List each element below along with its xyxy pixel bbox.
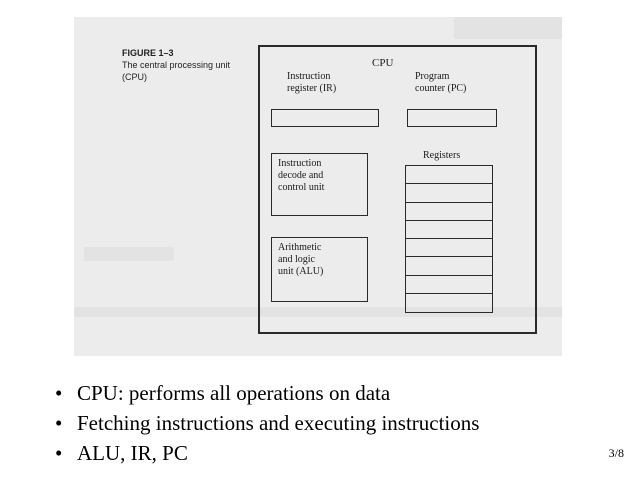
bullet-item xyxy=(55,378,479,408)
registers-label: Registers xyxy=(423,150,461,161)
register-row xyxy=(406,257,492,275)
register-row xyxy=(406,294,492,312)
program-counter-box xyxy=(407,109,497,127)
register-row xyxy=(406,203,492,221)
bullet-icon: • xyxy=(55,381,63,405)
decode-control-unit-label: Instruction decode and control unit xyxy=(278,158,325,193)
register-row xyxy=(406,239,492,257)
registers-stack xyxy=(405,165,493,313)
alu-label: Arithmetic and logic unit (ALU) xyxy=(278,242,324,277)
decode-control-unit-box xyxy=(271,153,368,216)
bullet-item xyxy=(55,438,479,468)
scan-smudge xyxy=(454,17,562,39)
bullet-item xyxy=(55,408,479,438)
program-counter-label: Program counter (PC) xyxy=(415,71,467,94)
cpu-label: CPU xyxy=(372,57,394,69)
bullet-text: Fetching instructions and executing instructions xyxy=(77,411,480,435)
bullet-icon: • xyxy=(55,441,63,465)
bullet-icon: • xyxy=(55,411,63,435)
scanned-figure xyxy=(74,17,562,356)
instruction-register-box xyxy=(271,109,379,127)
page-number: 3/8 xyxy=(608,446,624,460)
bullet-text: CPU: performs all operations on data xyxy=(77,381,391,405)
register-row xyxy=(406,276,492,294)
figure-title: FIGURE 1–3 xyxy=(122,48,174,58)
figure-caption xyxy=(122,47,242,83)
register-row xyxy=(406,221,492,239)
register-row xyxy=(406,166,492,184)
register-row xyxy=(406,184,492,202)
bullet-list xyxy=(55,378,479,468)
scan-smudge xyxy=(84,247,174,261)
bullet-text: ALU, IR, PC xyxy=(77,441,188,465)
alu-box xyxy=(271,237,368,302)
figure-caption-text: The central processing unit (CPU) xyxy=(122,60,231,82)
instruction-register-label: Instruction register (IR) xyxy=(287,71,337,94)
cpu-box xyxy=(258,45,537,334)
